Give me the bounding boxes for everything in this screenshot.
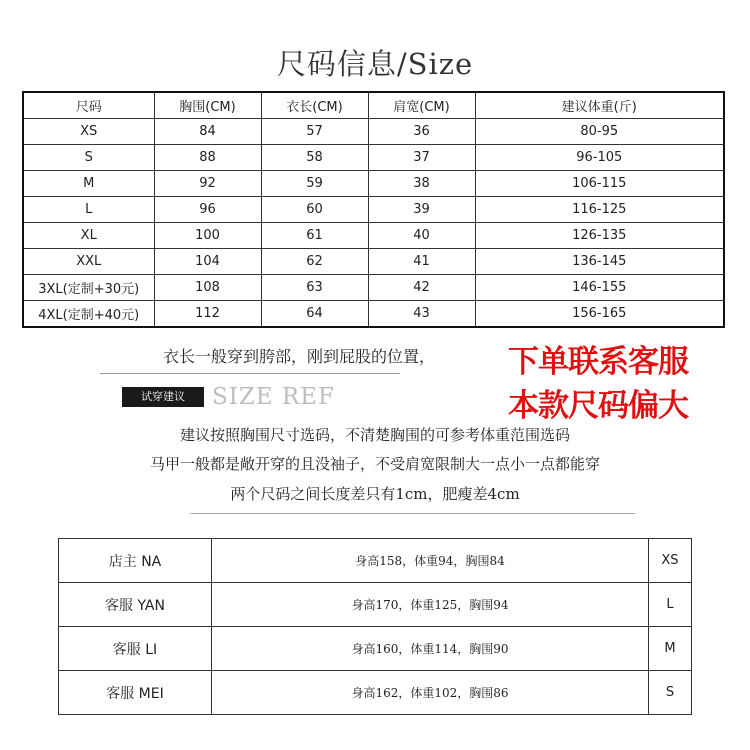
table-row xyxy=(23,197,724,223)
cell-size: 4XL(定制+40元) xyxy=(23,301,154,328)
header-shoulder: 肩宽(CM) xyxy=(368,92,475,119)
model-name: 客服 YAN xyxy=(59,583,212,627)
table-row xyxy=(23,275,724,301)
table-row xyxy=(23,249,724,275)
ref-section-label: 试穿建议 xyxy=(122,387,204,407)
header-length: 衣长(CM) xyxy=(261,92,368,119)
cell-size: XXL xyxy=(23,249,154,275)
table-row xyxy=(23,171,724,197)
cell-length: 64 xyxy=(261,301,368,328)
cell-length: 60 xyxy=(261,197,368,223)
divider xyxy=(100,373,400,374)
cell-shoulder: 38 xyxy=(368,171,475,197)
cell-shoulder: 39 xyxy=(368,197,475,223)
cell-chest: 104 xyxy=(154,249,261,275)
length-note: 衣长一般穿到胯部，刚到屁股的位置， xyxy=(163,347,436,366)
cell-length: 61 xyxy=(261,223,368,249)
cell-chest: 112 xyxy=(154,301,261,328)
advice-line: 建议按照胸围尺寸选码，不清楚胸围的可参考体重范围选码 xyxy=(179,426,570,444)
cell-chest: 96 xyxy=(154,197,261,223)
size-table xyxy=(22,91,725,328)
cell-shoulder: 40 xyxy=(368,223,475,249)
table-row xyxy=(23,301,724,328)
model-stats: 身高170，体重125，胸围94 xyxy=(212,583,649,627)
cell-size: S xyxy=(23,145,154,171)
cell-weight: 156-165 xyxy=(475,301,724,328)
cell-weight: 106-115 xyxy=(475,171,724,197)
model-name: 店主 NA xyxy=(59,539,212,583)
page-title: 尺码信息/Size xyxy=(276,47,474,81)
size-table-header-row xyxy=(23,92,724,119)
model-reference-table xyxy=(58,538,692,715)
cell-size: M xyxy=(23,171,154,197)
cell-chest: 88 xyxy=(154,145,261,171)
cell-chest: 84 xyxy=(154,119,261,145)
cell-shoulder: 37 xyxy=(368,145,475,171)
cell-weight: 136-145 xyxy=(475,249,724,275)
cell-length: 57 xyxy=(261,119,368,145)
table-row xyxy=(59,671,692,715)
cell-shoulder: 36 xyxy=(368,119,475,145)
model-name: 客服 MEI xyxy=(59,671,212,715)
cell-shoulder: 43 xyxy=(368,301,475,328)
table-row xyxy=(23,145,724,171)
contact-service-notice: 下单联系客服 xyxy=(508,344,688,380)
cell-size: L xyxy=(23,197,154,223)
cell-size: XL xyxy=(23,223,154,249)
model-stats: 身高158，体重94，胸围84 xyxy=(212,539,649,583)
cell-chest: 108 xyxy=(154,275,261,301)
cell-size: 3XL(定制+30元) xyxy=(23,275,154,301)
model-stats: 身高160，体重114，胸围90 xyxy=(212,627,649,671)
cell-length: 58 xyxy=(261,145,368,171)
cell-length: 63 xyxy=(261,275,368,301)
advice-line: 两个尺码之间长度差只有1cm，肥瘦差4cm xyxy=(230,485,520,503)
size-runs-large-notice: 本款尺码偏大 xyxy=(508,388,688,424)
cell-weight: 116-125 xyxy=(475,197,724,223)
cell-chest: 100 xyxy=(154,223,261,249)
model-name: 客服 LI xyxy=(59,627,212,671)
model-size: M xyxy=(649,627,692,671)
cell-weight: 126-135 xyxy=(475,223,724,249)
table-row xyxy=(59,539,692,583)
cell-length: 62 xyxy=(261,249,368,275)
ref-section-title: SIZE REF xyxy=(212,384,335,410)
cell-shoulder: 41 xyxy=(368,249,475,275)
model-size: L xyxy=(649,583,692,627)
cell-length: 59 xyxy=(261,171,368,197)
advice-line: 马甲一般都是敞开穿的且没袖子，不受肩宽限制大一点小一点都能穿 xyxy=(149,455,600,473)
table-row xyxy=(59,583,692,627)
table-row xyxy=(23,119,724,145)
header-size: 尺码 xyxy=(23,92,154,119)
model-size: XS xyxy=(649,539,692,583)
cell-shoulder: 42 xyxy=(368,275,475,301)
cell-weight: 96-105 xyxy=(475,145,724,171)
cell-chest: 92 xyxy=(154,171,261,197)
cell-weight: 80-95 xyxy=(475,119,724,145)
table-row xyxy=(23,223,724,249)
header-weight: 建议体重(斤) xyxy=(475,92,724,119)
table-row xyxy=(59,627,692,671)
cell-weight: 146-155 xyxy=(475,275,724,301)
model-size: S xyxy=(649,671,692,715)
model-stats: 身高162，体重102，胸围86 xyxy=(212,671,649,715)
header-chest: 胸围(CM) xyxy=(154,92,261,119)
cell-size: XS xyxy=(23,119,154,145)
divider xyxy=(190,513,635,514)
